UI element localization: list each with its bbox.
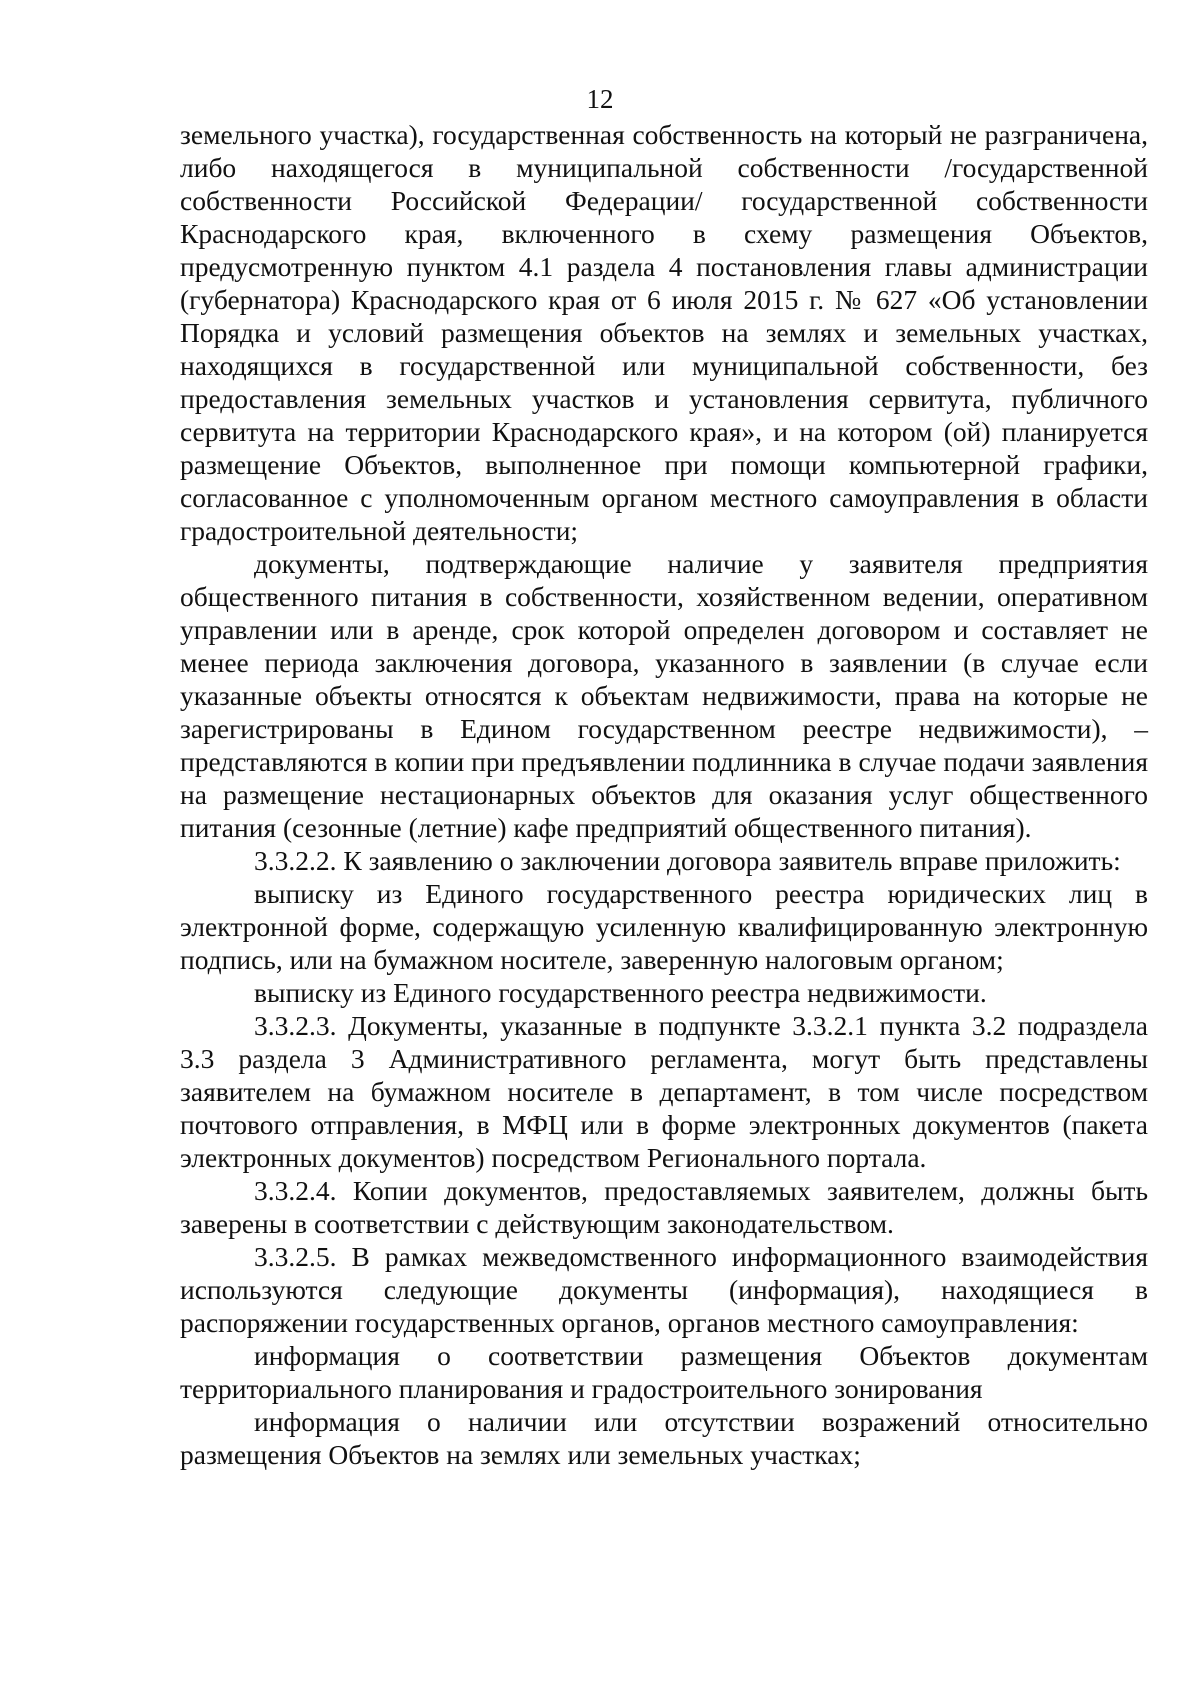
document-body <box>180 118 1148 1471</box>
paragraph-3-3-2-4: 3.3.2.4. Копии документов, предоставляемых заявителем, должны быть заверены в соответствии с действующим законодательством. <box>180 1175 1148 1239</box>
paragraph-3-3-2-5: 3.3.2.5. В рамках межведомственного информационного взаимодействия используются следующие документы (информация), находящиеся в распоряжении государственных органов, органов местного самоуправления: <box>180 1241 1148 1338</box>
paragraph-info-planning: информация о соответствии размещения Объектов документам территориального планирования и градостроительного зонирования <box>180 1340 1148 1404</box>
paragraph-info-objections: информация о наличии или отсутствии возражений относительно размещения Объектов на землях или земельных участках; <box>180 1406 1148 1470</box>
paragraph-egrn-extract: выписку из Единого государственного реестра недвижимости. <box>254 977 987 1008</box>
paragraph-3-3-2-2: 3.3.2.2. К заявлению о заключении договора заявитель вправе приложить: <box>254 845 1121 876</box>
paragraph-egrul-extract: выписку из Единого государственного реестра юридических лиц в электронной форме, содержащую усиленную квалифицированную электронную подпись, или на бумажном носителе, заверенную налоговым органом; <box>180 878 1148 975</box>
paragraph-3-3-2-3: 3.3.2.3. Документы, указанные в подпункте 3.3.2.1 пункта 3.2 подраздела 3.3 раздела 3 Административного регламента, могут быть представлены заявителем на бумажном носителе в департамент, в том числе посредством почтового отправления, в МФЦ или в форме электронных документов (пакета электронных документов) посредством Регионального портала. <box>180 1010 1148 1173</box>
paragraph-continuation: земельного участка), государственная собственность на который не разграничена, либо находящегося в муниципальной собственности /государственной собственности Российской Федерации/ государственной собственности Краснодарского края, включенного в схему размещения Объектов, предусмотренную пунктом 4.1 раздела 4 постановления главы администрации (губернатора) Краснодарского края от 6 июля 2015 г. № 627 «Об установлении Порядка и условий размещения объектов на землях и земельных участках, находящихся в государственной или муниципальной собственности, без предоставления земельных участков и установления сервитута, публичного сервитута на территории Краснодарского края», и на котором (ой) планируется размещение Объектов, выполненное при помощи компьютерной графики, согласованное с уполномоченным органом местного самоуправления в области градостроительной деятельности; <box>180 119 1148 546</box>
paragraph-documents-catering: документы, подтверждающие наличие у заявителя предприятия общественного питания в собственности, хозяйственном ведении, оперативном управлении или в аренде, срок которой определен договором и составляет не менее периода заключения договора, указанного в заявлении (в случае если указанные объекты относятся к объектам недвижимости, права на которые не зарегистрированы в Едином государственном реестре недвижимости), – представляются в копии при предъявлении подлинника в случае подачи заявления на размещение нестационарных объектов для оказания услуг общественного питания (сезонные (летние) кафе предприятий общественного питания). <box>180 548 1148 843</box>
page-number: 12 <box>586 84 614 114</box>
